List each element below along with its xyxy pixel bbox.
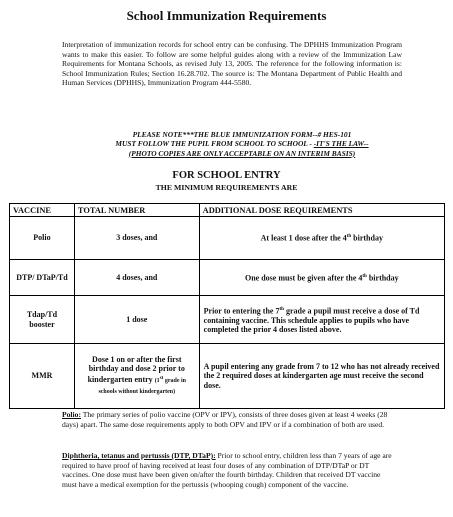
notice-line-2-text: MUST FOLLOW THE PUPIL FROM SCHOOL TO SCHOOL - [115,139,314,149]
mmr-total-note: (1st grade in schools without kindergarten) [98,375,186,395]
vaccine-cell: MMR [10,344,75,409]
vaccine-cell: DTP/ DTaP/Td [10,260,75,296]
notice-line-3: (PHOTO COPIES ARE ONLY ACCEPTABLE ON AN INTERIM BASIS) [128,148,356,158]
header-vaccine: VACCINE [10,204,75,217]
polio-text: The primary series of polio vaccine (OPV or IPV), consists of three doses given at least 4 weeks (28 days) apart. The same dose requirements apply to both OPV and IPV or if a combination of both are used. [62,410,388,429]
notice-law-underlined: -IT'S THE LAW-- [313,139,369,149]
table-row [10,217,445,260]
total-cell: 1 dose [74,296,199,344]
intro-paragraph: Interpretation of immunization records for school entry can be confusing. The DPHHS Immunization Program wants to make this easier. To follow are some helpful guides along with a review of the Immunization Law Requirements for Montana Schools, as revised July 13, 2005. The reference for the following information is: School Immunization Rules; Section 16.28.702. The source is: The Montana Department of Public Health and Human Services (DPHHS), Immunization Program 444-5580. [62,40,402,88]
notice-block [82,130,402,158]
header-total-number: TOTAL NUMBER [74,204,199,217]
table-row [10,260,445,296]
total-cell [74,344,199,409]
page-title: School Immunization Requirements [126,8,327,23]
mmr-total-text: Dose 1 on or after the first birthday and dose 2 prior to kindergarten entry [87,354,185,384]
total-cell: 3 doses, and [74,217,199,260]
vaccine-cell: Polio [10,217,75,260]
requirements-table [9,203,445,409]
vaccine-cell: Tdap/Td booster [10,296,75,344]
polio-heading: Polio: [62,410,81,419]
section-heading: FOR SCHOOL ENTRY [172,170,281,181]
table-row [10,344,445,409]
header-additional-dose: ADDITIONAL DOSE REQUIREMENTS [199,204,444,217]
diphtheria-heading: Diphtheria, tetanus and pertussis (DTP, DTaP): [62,451,216,460]
additional-cell: Prior to entering the 7th grade a pupil must receive a dose of Td containing vaccine. This schedule applies to pupils who have completed the prior 4 doses listed above. [199,296,444,344]
total-cell: 4 doses, and [74,260,199,296]
notice-line-2 [82,139,402,148]
table-row [10,296,445,344]
additional-cell: At least 1 dose after the 4th birthday [199,217,444,260]
table-header-row [10,204,445,217]
additional-cell: One dose must be given after the 4th birthday [199,260,444,296]
notice-line-1: PLEASE NOTE***THE BLUE IMMUNIZATION FORM--# HES-101 [132,130,352,139]
polio-paragraph [62,410,394,429]
additional-cell: A pupil entering any grade from 7 to 12 who has not already received the 2 required doses at kindergarten age must receive the second dose. [199,344,444,409]
section-subheading: THE MINIMUM REQUIREMENTS ARE [155,183,298,192]
diphtheria-paragraph [62,451,394,489]
diphtheria-text: Prior to school entry, children less than 7 years of age are required to have proof of having received at least four doses of any combination of DTP/DTaP or DT vaccines. One dose must have been given on/after the fourth birthday. Children that received DT vaccine must have a medical exemption for the pertussis (whooping cough) component of the vaccine. [62,451,392,489]
